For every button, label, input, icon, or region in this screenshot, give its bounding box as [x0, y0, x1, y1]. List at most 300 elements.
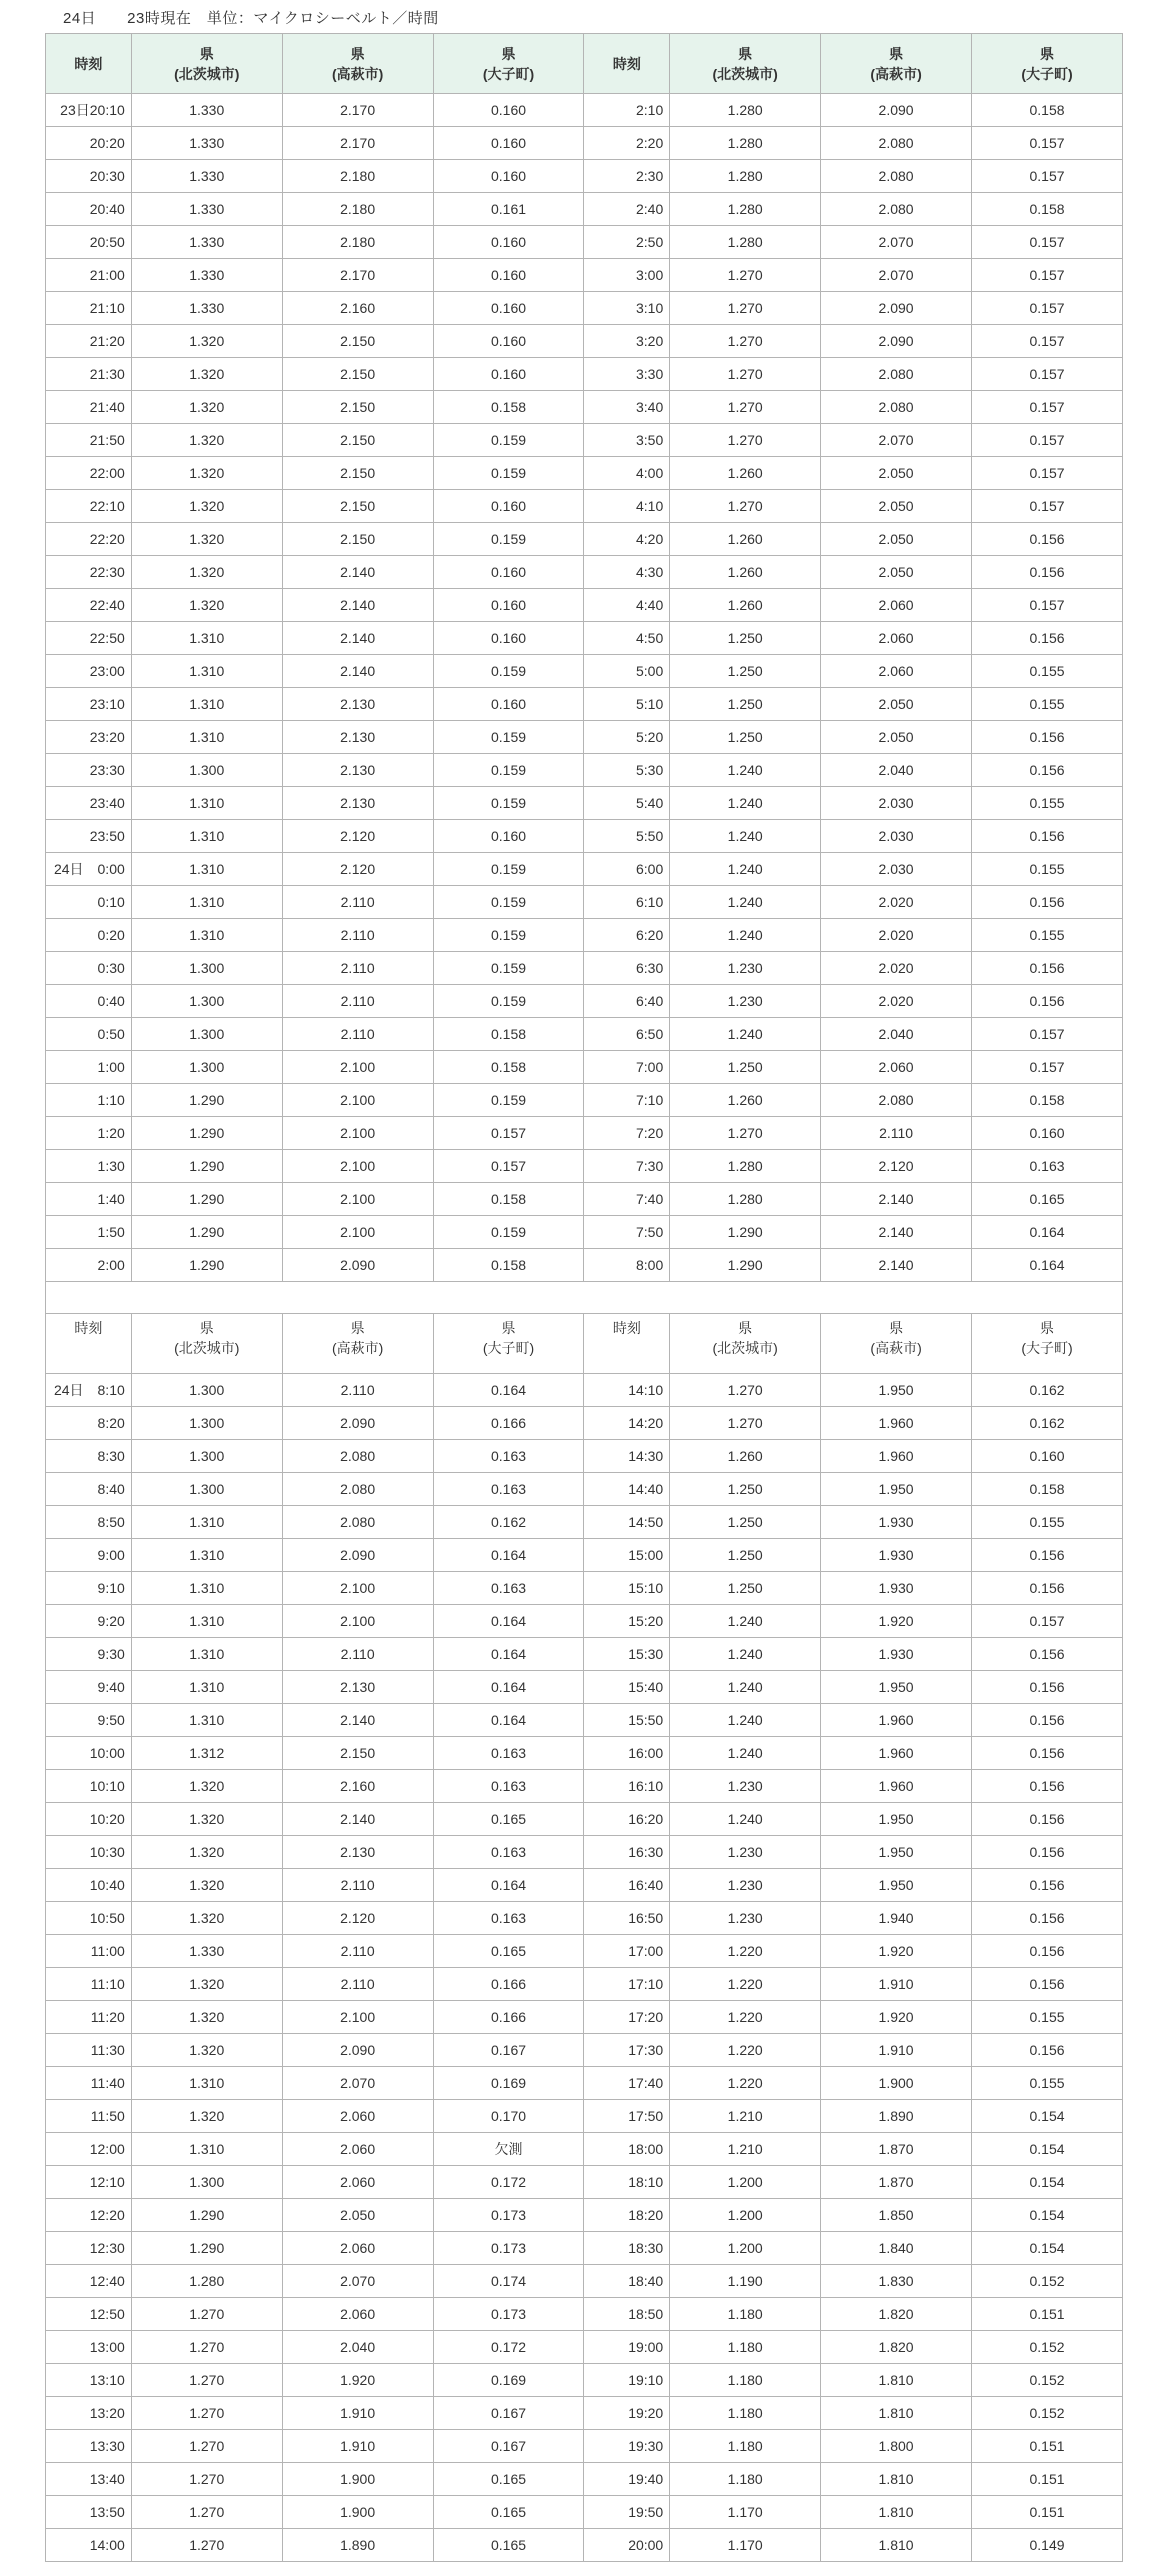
daigo-value-cell: 0.158 — [433, 391, 584, 424]
time-cell: 12:20 — [46, 2199, 132, 2232]
kitaibaraki-value-cell: 1.310 — [131, 2067, 282, 2100]
daigo-value-cell: 0.155 — [972, 787, 1123, 820]
daigo-value-cell: 0.157 — [972, 259, 1123, 292]
kitaibaraki-value-cell: 1.310 — [131, 2133, 282, 2166]
kitaibaraki-value-cell: 1.320 — [131, 490, 282, 523]
daigo-value-cell: 0.157 — [972, 589, 1123, 622]
time-cell: 18:30 — [584, 2232, 670, 2265]
daigo-value-cell: 0.157 — [972, 325, 1123, 358]
takahagi-value-cell: 2.050 — [821, 688, 972, 721]
takahagi-value-cell: 1.950 — [821, 1473, 972, 1506]
takahagi-value-cell: 2.080 — [282, 1440, 433, 1473]
takahagi-value-cell: 2.110 — [282, 919, 433, 952]
kitaibaraki-value-cell: 1.270 — [131, 2298, 282, 2331]
daigo-value-cell: 0.160 — [433, 127, 584, 160]
takahagi-value-cell: 2.060 — [821, 622, 972, 655]
daigo-value-cell: 0.170 — [433, 2100, 584, 2133]
daigo-value-cell: 0.159 — [433, 424, 584, 457]
takahagi-value-cell: 2.060 — [282, 2100, 433, 2133]
takahagi-value-cell: 1.910 — [821, 2034, 972, 2067]
time-cell: 6:40 — [584, 985, 670, 1018]
location-header-daigo: 県 (大子町) — [972, 1314, 1123, 1374]
time-cell: 13:40 — [46, 2463, 132, 2496]
daigo-value-cell: 0.172 — [433, 2331, 584, 2364]
time-cell: 17:40 — [584, 2067, 670, 2100]
takahagi-value-cell: 2.090 — [282, 1249, 433, 1282]
kitaibaraki-value-cell: 1.330 — [131, 160, 282, 193]
takahagi-value-cell: 2.090 — [282, 2034, 433, 2067]
time-cell: 21:50 — [46, 424, 132, 457]
time-cell: 11:40 — [46, 2067, 132, 2100]
daigo-value-cell: 0.154 — [972, 2199, 1123, 2232]
kitaibaraki-value-cell: 1.300 — [131, 1473, 282, 1506]
time-cell: 15:00 — [584, 1539, 670, 1572]
kitaibaraki-value-cell: 1.280 — [670, 127, 821, 160]
takahagi-value-cell: 1.930 — [821, 1638, 972, 1671]
takahagi-value-cell: 2.050 — [821, 523, 972, 556]
table-row — [46, 556, 1123, 589]
table-row — [46, 2166, 1123, 2199]
kitaibaraki-value-cell: 1.320 — [131, 1836, 282, 1869]
time-cell: 22:20 — [46, 523, 132, 556]
daigo-value-cell: 0.155 — [972, 655, 1123, 688]
takahagi-value-cell: 2.060 — [282, 2232, 433, 2265]
daigo-value-cell: 0.160 — [433, 358, 584, 391]
kitaibaraki-value-cell: 1.320 — [131, 391, 282, 424]
takahagi-value-cell: 1.820 — [821, 2331, 972, 2364]
daigo-value-cell: 0.163 — [433, 1572, 584, 1605]
takahagi-value-cell: 2.110 — [282, 1018, 433, 1051]
takahagi-value-cell: 2.050 — [821, 721, 972, 754]
daigo-value-cell: 0.160 — [433, 556, 584, 589]
daigo-value-cell: 0.160 — [433, 622, 584, 655]
time-cell: 8:30 — [46, 1440, 132, 1473]
takahagi-value-cell: 2.110 — [282, 1968, 433, 2001]
daigo-value-cell: 0.165 — [972, 1183, 1123, 1216]
daigo-value-cell: 0.160 — [433, 94, 584, 127]
time-cell: 20:00 — [584, 2529, 670, 2562]
takahagi-value-cell: 2.140 — [282, 622, 433, 655]
daigo-value-cell: 0.152 — [972, 2397, 1123, 2430]
time-cell: 18:20 — [584, 2199, 670, 2232]
daigo-value-cell: 0.157 — [972, 160, 1123, 193]
table-row — [46, 94, 1123, 127]
kitaibaraki-value-cell: 1.270 — [131, 2463, 282, 2496]
daigo-value-cell: 0.164 — [433, 1638, 584, 1671]
daigo-value-cell: 0.157 — [433, 1117, 584, 1150]
takahagi-value-cell: 1.950 — [821, 1869, 972, 1902]
takahagi-value-cell: 2.050 — [821, 556, 972, 589]
page-caption: 24日 23時現在 単位：マイクロシーベルト／時間 — [63, 10, 439, 27]
kitaibaraki-value-cell: 1.200 — [670, 2199, 821, 2232]
time-cell: 19:10 — [584, 2364, 670, 2397]
time-cell: 0:50 — [46, 1018, 132, 1051]
daigo-value-cell: 0.156 — [972, 1770, 1123, 1803]
daigo-value-cell: 0.156 — [972, 721, 1123, 754]
takahagi-value-cell: 1.800 — [821, 2430, 972, 2463]
kitaibaraki-value-cell: 1.330 — [131, 193, 282, 226]
time-cell: 3:40 — [584, 391, 670, 424]
kitaibaraki-value-cell: 1.240 — [670, 754, 821, 787]
table-row — [46, 1539, 1123, 1572]
table-row — [46, 1183, 1123, 1216]
time-cell: 24日 8:10 — [46, 1374, 132, 1407]
daigo-value-cell: 0.159 — [433, 754, 584, 787]
time-cell: 6:20 — [584, 919, 670, 952]
table-row — [46, 1084, 1123, 1117]
kitaibaraki-value-cell: 1.310 — [131, 622, 282, 655]
daigo-value-cell: 0.163 — [433, 1440, 584, 1473]
takahagi-value-cell: 2.070 — [821, 424, 972, 457]
time-header: 時刻 — [46, 1314, 132, 1374]
takahagi-value-cell: 2.070 — [282, 2067, 433, 2100]
time-cell: 17:20 — [584, 2001, 670, 2034]
time-cell: 10:20 — [46, 1803, 132, 1836]
takahagi-value-cell: 2.100 — [282, 1150, 433, 1183]
daigo-value-cell: 0.169 — [433, 2067, 584, 2100]
table-row — [46, 1407, 1123, 1440]
table-row — [46, 1506, 1123, 1539]
takahagi-value-cell: 1.900 — [282, 2463, 433, 2496]
time-cell: 6:10 — [584, 886, 670, 919]
kitaibaraki-value-cell: 1.220 — [670, 2067, 821, 2100]
daigo-value-cell: 0.157 — [972, 1051, 1123, 1084]
table-row — [46, 292, 1123, 325]
time-cell: 22:40 — [46, 589, 132, 622]
time-header: 時刻 — [46, 34, 132, 94]
takahagi-value-cell: 2.160 — [282, 1770, 433, 1803]
daigo-value-cell: 0.155 — [972, 1506, 1123, 1539]
daigo-value-cell: 0.160 — [433, 160, 584, 193]
takahagi-value-cell: 2.180 — [282, 193, 433, 226]
time-cell: 2:20 — [584, 127, 670, 160]
kitaibaraki-value-cell: 1.320 — [131, 1770, 282, 1803]
takahagi-value-cell: 2.100 — [282, 1216, 433, 1249]
location-header-daigo: 県 (大子町) — [433, 34, 584, 94]
daigo-value-cell: 0.156 — [972, 1737, 1123, 1770]
kitaibaraki-value-cell: 1.270 — [670, 490, 821, 523]
takahagi-value-cell: 2.110 — [282, 1869, 433, 1902]
time-cell: 12:10 — [46, 2166, 132, 2199]
kitaibaraki-value-cell: 1.240 — [670, 1605, 821, 1638]
daigo-value-cell: 0.165 — [433, 2529, 584, 2562]
daigo-value-cell: 0.154 — [972, 2100, 1123, 2133]
kitaibaraki-value-cell: 1.270 — [670, 259, 821, 292]
table-row — [46, 589, 1123, 622]
table-row — [46, 1803, 1123, 1836]
time-cell: 21:00 — [46, 259, 132, 292]
takahagi-value-cell: 1.950 — [821, 1671, 972, 1704]
time-cell: 3:20 — [584, 325, 670, 358]
time-cell: 7:00 — [584, 1051, 670, 1084]
table-row — [46, 193, 1123, 226]
kitaibaraki-value-cell: 1.310 — [131, 919, 282, 952]
table-row — [46, 2430, 1123, 2463]
time-cell: 9:40 — [46, 1671, 132, 1704]
takahagi-value-cell: 2.170 — [282, 94, 433, 127]
kitaibaraki-value-cell: 1.310 — [131, 853, 282, 886]
time-cell: 6:00 — [584, 853, 670, 886]
time-cell: 22:00 — [46, 457, 132, 490]
takahagi-value-cell: 1.920 — [821, 1935, 972, 1968]
kitaibaraki-value-cell: 1.230 — [670, 1770, 821, 1803]
daigo-value-cell: 0.172 — [433, 2166, 584, 2199]
takahagi-value-cell: 2.070 — [821, 226, 972, 259]
takahagi-value-cell: 2.080 — [821, 358, 972, 391]
time-cell: 1:40 — [46, 1183, 132, 1216]
table-row — [46, 622, 1123, 655]
location-header-kitaibaraki: 県 (北茨城市) — [670, 34, 821, 94]
time-cell: 7:40 — [584, 1183, 670, 1216]
kitaibaraki-value-cell: 1.290 — [131, 1150, 282, 1183]
takahagi-value-cell: 1.920 — [821, 1605, 972, 1638]
table-2-body — [46, 1374, 1123, 2562]
daigo-value-cell: 0.159 — [433, 886, 584, 919]
takahagi-value-cell: 2.080 — [282, 1506, 433, 1539]
kitaibaraki-value-cell: 1.280 — [670, 94, 821, 127]
daigo-value-cell: 0.155 — [972, 919, 1123, 952]
daigo-value-cell: 0.173 — [433, 2199, 584, 2232]
time-cell: 14:30 — [584, 1440, 670, 1473]
daigo-value-cell: 0.156 — [972, 1638, 1123, 1671]
daigo-value-cell: 0.156 — [972, 1572, 1123, 1605]
kitaibaraki-value-cell: 1.250 — [670, 721, 821, 754]
time-cell: 3:50 — [584, 424, 670, 457]
takahagi-value-cell: 2.100 — [282, 1183, 433, 1216]
table-row — [46, 2496, 1123, 2529]
takahagi-value-cell: 2.050 — [282, 2199, 433, 2232]
daigo-value-cell: 0.160 — [433, 226, 584, 259]
kitaibaraki-value-cell: 1.240 — [670, 1671, 821, 1704]
takahagi-value-cell: 2.150 — [282, 523, 433, 556]
takahagi-value-cell: 2.170 — [282, 259, 433, 292]
table-row — [46, 1869, 1123, 1902]
takahagi-value-cell: 2.050 — [821, 457, 972, 490]
kitaibaraki-value-cell: 1.280 — [670, 160, 821, 193]
daigo-value-cell: 0.159 — [433, 523, 584, 556]
takahagi-value-cell: 2.060 — [282, 2298, 433, 2331]
takahagi-value-cell: 1.850 — [821, 2199, 972, 2232]
table-row — [46, 1216, 1123, 1249]
time-cell: 5:00 — [584, 655, 670, 688]
takahagi-value-cell: 2.110 — [282, 1935, 433, 1968]
kitaibaraki-value-cell: 1.270 — [670, 292, 821, 325]
daigo-value-cell: 0.159 — [433, 919, 584, 952]
kitaibaraki-value-cell: 1.230 — [670, 1836, 821, 1869]
kitaibaraki-value-cell: 1.300 — [131, 1374, 282, 1407]
kitaibaraki-value-cell: 1.320 — [131, 2034, 282, 2067]
kitaibaraki-value-cell: 1.300 — [131, 1407, 282, 1440]
time-cell: 13:50 — [46, 2496, 132, 2529]
time-cell: 1:50 — [46, 1216, 132, 1249]
table-row — [46, 1770, 1123, 1803]
daigo-value-cell: 0.155 — [972, 688, 1123, 721]
daigo-value-cell: 0.151 — [972, 2496, 1123, 2529]
table-row — [46, 127, 1123, 160]
takahagi-value-cell: 1.910 — [282, 2397, 433, 2430]
takahagi-value-cell: 2.090 — [821, 325, 972, 358]
kitaibaraki-value-cell: 1.240 — [670, 1704, 821, 1737]
time-cell: 6:50 — [584, 1018, 670, 1051]
takahagi-value-cell: 2.140 — [821, 1183, 972, 1216]
takahagi-value-cell: 2.040 — [821, 754, 972, 787]
table-row — [46, 1671, 1123, 1704]
time-cell: 2:40 — [584, 193, 670, 226]
kitaibaraki-value-cell: 1.270 — [131, 2331, 282, 2364]
table-row — [46, 2364, 1123, 2397]
time-cell: 13:30 — [46, 2430, 132, 2463]
time-cell: 4:00 — [584, 457, 670, 490]
takahagi-value-cell: 1.930 — [821, 1539, 972, 1572]
takahagi-value-cell: 1.810 — [821, 2364, 972, 2397]
kitaibaraki-value-cell: 1.310 — [131, 787, 282, 820]
daigo-value-cell: 0.157 — [972, 1605, 1123, 1638]
daigo-value-cell: 0.165 — [433, 1803, 584, 1836]
daigo-value-cell: 0.159 — [433, 853, 584, 886]
table-row — [46, 1968, 1123, 2001]
kitaibaraki-value-cell: 1.190 — [670, 2265, 821, 2298]
takahagi-value-cell: 2.160 — [282, 292, 433, 325]
table-row — [46, 2001, 1123, 2034]
kitaibaraki-value-cell: 1.320 — [131, 1869, 282, 1902]
time-cell: 11:50 — [46, 2100, 132, 2133]
daigo-value-cell: 0.159 — [433, 1084, 584, 1117]
takahagi-value-cell: 2.150 — [282, 490, 433, 523]
time-cell: 15:10 — [584, 1572, 670, 1605]
daigo-value-cell: 0.151 — [972, 2463, 1123, 2496]
takahagi-value-cell: 1.890 — [282, 2529, 433, 2562]
table-row — [46, 1018, 1123, 1051]
table-row — [46, 1836, 1123, 1869]
daigo-value-cell: 0.154 — [972, 2133, 1123, 2166]
kitaibaraki-value-cell: 1.320 — [131, 1968, 282, 2001]
takahagi-value-cell: 2.120 — [282, 853, 433, 886]
takahagi-value-cell: 1.960 — [821, 1704, 972, 1737]
kitaibaraki-value-cell: 1.330 — [131, 127, 282, 160]
time-cell: 2:50 — [584, 226, 670, 259]
takahagi-value-cell: 2.150 — [282, 358, 433, 391]
time-cell: 5:10 — [584, 688, 670, 721]
daigo-value-cell: 0.156 — [972, 886, 1123, 919]
takahagi-value-cell: 1.950 — [821, 1836, 972, 1869]
kitaibaraki-value-cell: 1.310 — [131, 1605, 282, 1638]
table-row — [46, 2298, 1123, 2331]
daigo-value-cell: 0.156 — [972, 985, 1123, 1018]
table-row — [46, 1440, 1123, 1473]
table-row — [46, 2529, 1123, 2562]
kitaibaraki-value-cell: 1.260 — [670, 589, 821, 622]
daigo-value-cell: 0.157 — [972, 490, 1123, 523]
time-cell: 16:40 — [584, 1869, 670, 1902]
daigo-value-cell: 0.162 — [972, 1374, 1123, 1407]
takahagi-value-cell: 2.090 — [282, 1407, 433, 1440]
daigo-value-cell: 0.149 — [972, 2529, 1123, 2562]
kitaibaraki-value-cell: 1.280 — [670, 193, 821, 226]
kitaibaraki-value-cell: 1.310 — [131, 1638, 282, 1671]
table-row — [46, 1051, 1123, 1084]
table-row — [46, 1638, 1123, 1671]
location-header-takahagi: 県 (高萩市) — [821, 1314, 972, 1374]
time-cell: 9:00 — [46, 1539, 132, 1572]
time-cell: 12:50 — [46, 2298, 132, 2331]
daigo-value-cell: 0.157 — [972, 358, 1123, 391]
time-cell: 12:40 — [46, 2265, 132, 2298]
takahagi-value-cell: 2.030 — [821, 787, 972, 820]
time-cell: 7:50 — [584, 1216, 670, 1249]
takahagi-value-cell: 2.080 — [821, 127, 972, 160]
kitaibaraki-value-cell: 1.310 — [131, 655, 282, 688]
time-cell: 19:50 — [584, 2496, 670, 2529]
daigo-value-cell: 0.159 — [433, 721, 584, 754]
kitaibaraki-value-cell: 1.270 — [131, 2529, 282, 2562]
kitaibaraki-value-cell: 1.310 — [131, 886, 282, 919]
daigo-value-cell: 0.157 — [972, 457, 1123, 490]
time-cell: 8:20 — [46, 1407, 132, 1440]
kitaibaraki-value-cell: 1.240 — [670, 787, 821, 820]
time-cell: 10:00 — [46, 1737, 132, 1770]
kitaibaraki-value-cell: 1.320 — [131, 457, 282, 490]
takahagi-value-cell: 2.080 — [821, 193, 972, 226]
daigo-value-cell: 0.167 — [433, 2034, 584, 2067]
daigo-value-cell: 0.165 — [433, 2496, 584, 2529]
daigo-value-cell: 0.161 — [433, 193, 584, 226]
time-cell: 10:30 — [46, 1836, 132, 1869]
kitaibaraki-value-cell: 1.230 — [670, 1869, 821, 1902]
takahagi-value-cell: 2.030 — [821, 820, 972, 853]
takahagi-value-cell: 2.140 — [821, 1249, 972, 1282]
takahagi-value-cell: 1.960 — [821, 1407, 972, 1440]
table-row — [46, 1249, 1123, 1282]
daigo-value-cell: 0.160 — [972, 1440, 1123, 1473]
daigo-value-cell: 0.156 — [972, 1671, 1123, 1704]
time-cell: 16:20 — [584, 1803, 670, 1836]
daigo-value-cell: 0.163 — [433, 1902, 584, 1935]
kitaibaraki-value-cell: 1.300 — [131, 1051, 282, 1084]
time-cell: 0:30 — [46, 952, 132, 985]
daigo-value-cell: 0.158 — [972, 94, 1123, 127]
time-cell: 13:00 — [46, 2331, 132, 2364]
time-cell: 11:00 — [46, 1935, 132, 1968]
daigo-value-cell: 0.164 — [433, 1704, 584, 1737]
daigo-value-cell: 0.166 — [433, 1968, 584, 2001]
time-cell: 23:20 — [46, 721, 132, 754]
time-cell: 20:20 — [46, 127, 132, 160]
daigo-value-cell: 0.164 — [972, 1249, 1123, 1282]
kitaibaraki-value-cell: 1.290 — [131, 2232, 282, 2265]
kitaibaraki-value-cell: 1.260 — [670, 523, 821, 556]
takahagi-value-cell: 2.030 — [821, 853, 972, 886]
kitaibaraki-value-cell: 1.312 — [131, 1737, 282, 1770]
time-cell: 24日 0:00 — [46, 853, 132, 886]
takahagi-value-cell: 2.040 — [821, 1018, 972, 1051]
takahagi-value-cell: 2.150 — [282, 457, 433, 490]
daigo-value-cell: 0.173 — [433, 2298, 584, 2331]
daigo-value-cell: 0.163 — [972, 1150, 1123, 1183]
time-cell: 5:40 — [584, 787, 670, 820]
daigo-value-cell: 0.159 — [433, 655, 584, 688]
kitaibaraki-value-cell: 1.310 — [131, 1704, 282, 1737]
kitaibaraki-value-cell: 1.320 — [131, 1803, 282, 1836]
takahagi-value-cell: 2.080 — [821, 391, 972, 424]
takahagi-value-cell: 2.060 — [821, 589, 972, 622]
kitaibaraki-value-cell: 1.320 — [131, 2100, 282, 2133]
takahagi-value-cell: 2.080 — [282, 1473, 433, 1506]
table-row — [46, 721, 1123, 754]
daigo-value-cell: 0.158 — [433, 1051, 584, 1084]
kitaibaraki-value-cell: 1.270 — [131, 2430, 282, 2463]
table-row — [46, 457, 1123, 490]
daigo-value-cell: 0.156 — [972, 1836, 1123, 1869]
